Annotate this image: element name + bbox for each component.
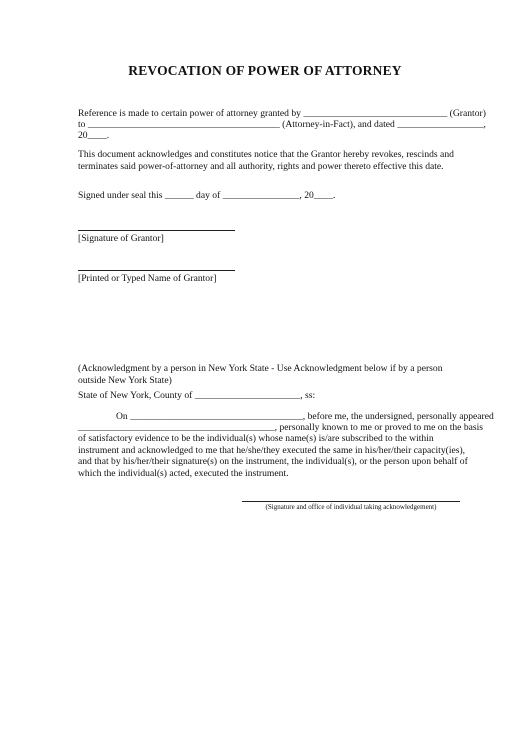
acknowledgment-line-1: On ____________________________________, before me, the undersigned, personally appeared [116,411,494,422]
signature-of-grantor-label: [Signature of Grantor] [78,233,164,244]
revocation-paragraph: This document acknowledges and constitutes notice that the Grantor hereby revokes, rescinds and terminates said power-of-attorney and all authority, rights and power thereto effective this date. [78,149,454,172]
acknowledgment-body: of satisfactory evidence to be the individual(s) whose name(s) is/are subscribed to the within instrument and acknowledged to me that he/she/they executed the same in his/her/their capacity(ies), and that by his/her/their signature(s) on the instrument, the individual(s), or the person upon behalf of which the individual(s) acted, executed the instrument. [78,433,468,479]
acknowledgment-line-2: _________________________________________, personally known to me or proved to me on the basis [78,422,484,433]
printed-name-label: [Printed or Typed Name of Grantor] [78,273,217,284]
acknowledgment-note: (Acknowledgment by a person in New York State - Use Acknowledgment below if by a person outside New York State) [78,363,443,386]
state-county-line: State of New York, County of ______________________, ss: [78,390,316,401]
officer-signature-rule [242,501,460,502]
grantor-name-rule [78,270,235,271]
grantor-signature-rule [78,230,235,231]
document-title: REVOCATION OF POWER OF ATTORNEY [128,63,402,78]
reference-line-1: Reference is made to certain power of attorney granted by ______________________________ (Grantor) [78,108,486,119]
reference-line-2: to ________________________________________ (Attorney-in-Fact), and dated __________________, [78,119,486,130]
signed-under-seal-line: Signed under seal this ______ day of ________________, 20____. [78,190,336,201]
officer-signature-caption: (Signature and office of individual taking acknowledgement) [265,503,437,511]
reference-line-3: 20____. [78,130,110,141]
